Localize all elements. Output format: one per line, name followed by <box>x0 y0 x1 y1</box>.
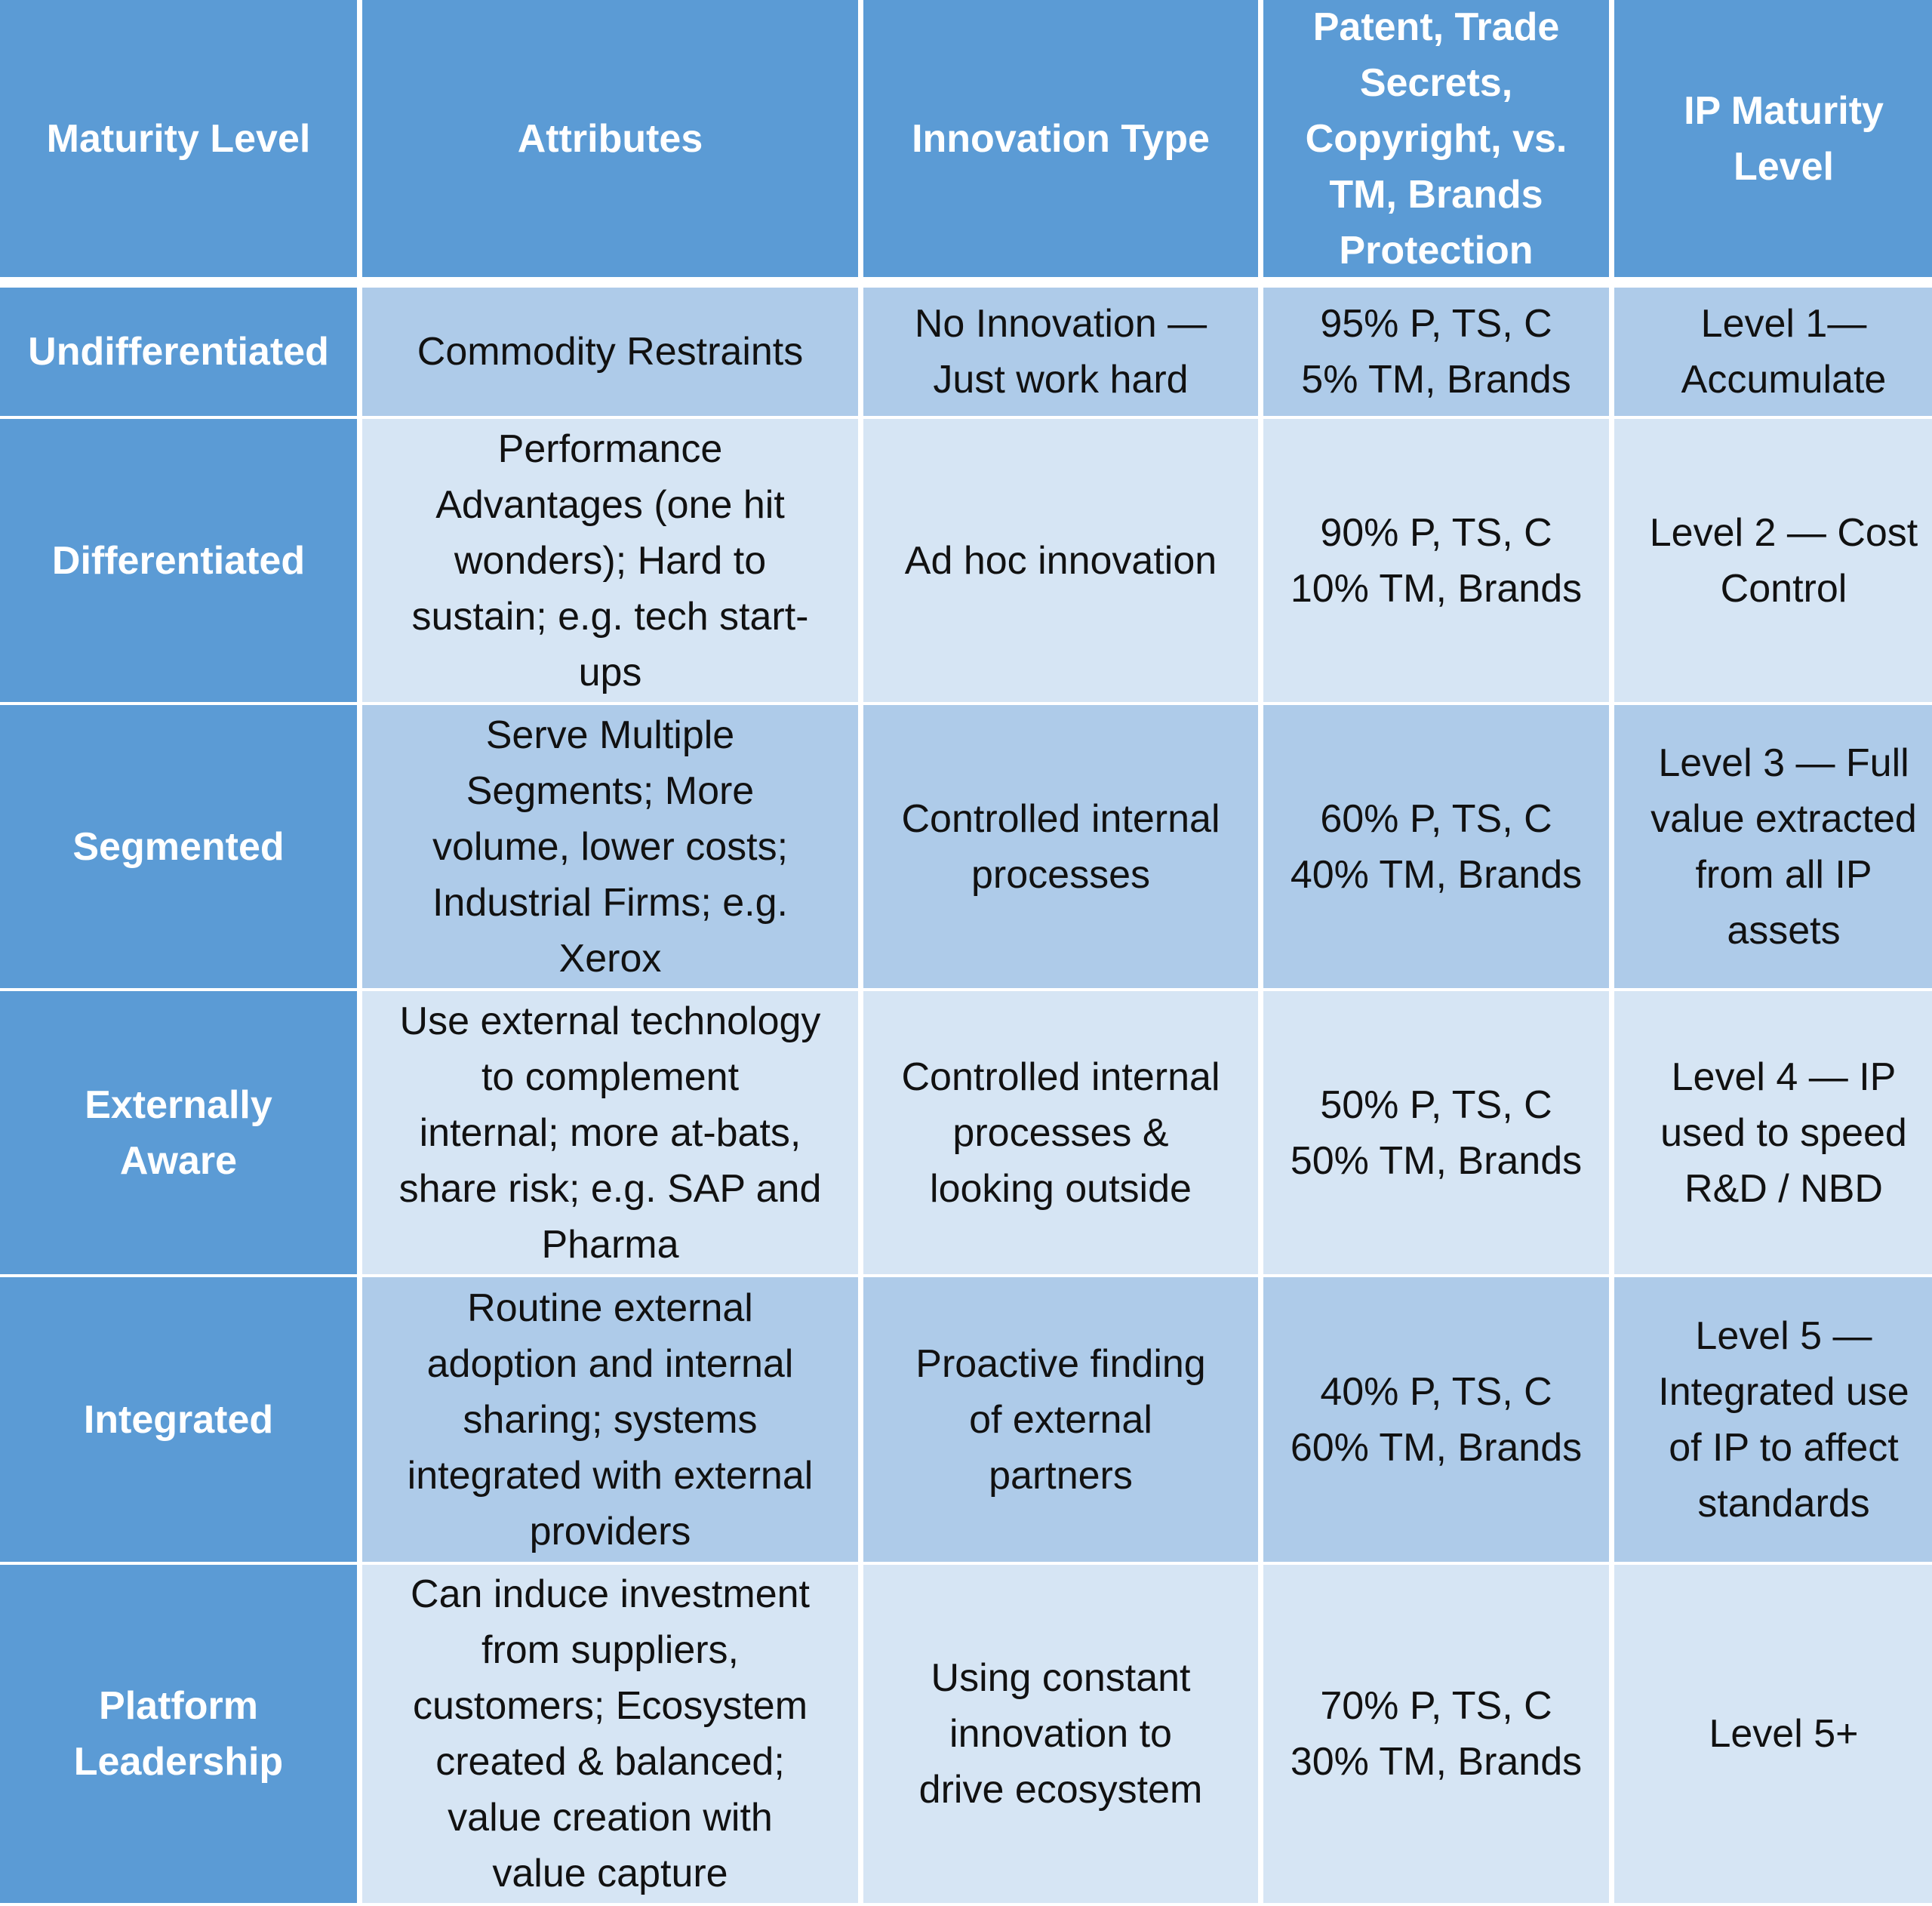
row-integrated-innovation: Proactive finding of external partners <box>863 1277 1258 1562</box>
row-segmented-protection: 60% P, TS, C 40% TM, Brands <box>1263 705 1609 988</box>
row-externally-aware-level: Externally Aware <box>0 991 357 1274</box>
row-externally-aware-protection: 50% P, TS, C 50% TM, Brands <box>1263 991 1609 1274</box>
row-undifferentiated-ip-level: Level 1— Accumulate <box>1614 288 1932 416</box>
row-externally-aware-ip-level: Level 4 — IP used to speed R&D / NBD <box>1614 991 1932 1274</box>
row-integrated-ip-level: Level 5 — Integrated use of IP to affect standards <box>1614 1277 1932 1562</box>
row-externally-aware-innovation: Controlled internal processes & looking outside <box>863 991 1258 1274</box>
header-attributes: Attributes <box>362 0 858 277</box>
row-segmented-ip-level: Level 3 — Full value extracted from all IP assets <box>1614 705 1932 988</box>
row-externally-aware-attributes: Use external technology to complement internal; more at-bats, share risk; e.g. SAP and Pharma <box>362 991 858 1274</box>
row-platform-leadership-protection: 70% P, TS, C 30% TM, Brands <box>1263 1565 1609 1903</box>
row-segmented-innovation: Controlled internal processes <box>863 705 1258 988</box>
row-platform-leadership-level: Platform Leadership <box>0 1565 357 1903</box>
row-platform-leadership-attributes: Can induce investment from suppliers, customers; Ecosystem created & balanced; value creation with value capture <box>362 1565 858 1903</box>
row-differentiated-attributes: Performance Advantages (one hit wonders); Hard to sustain; e.g. tech start- ups <box>362 419 858 702</box>
row-undifferentiated-level: Undifferentiated <box>0 288 357 416</box>
row-differentiated-innovation: Ad hoc innovation <box>863 419 1258 702</box>
row-differentiated-ip-level: Level 2 — Cost Control <box>1614 419 1932 702</box>
header-innovation-type: Innovation Type <box>863 0 1258 277</box>
row-undifferentiated-innovation: No Innovation — Just work hard <box>863 288 1258 416</box>
header-protection: Patent, Trade Secrets, Copyright, vs. TM, Brands Protection <box>1263 0 1609 277</box>
row-integrated-protection: 40% P, TS, C 60% TM, Brands <box>1263 1277 1609 1562</box>
header-ip-maturity-level: IP Maturity Level <box>1614 0 1932 277</box>
row-integrated-level: Integrated <box>0 1277 357 1562</box>
row-undifferentiated-protection: 95% P, TS, C 5% TM, Brands <box>1263 288 1609 416</box>
row-undifferentiated-attributes: Commodity Restraints <box>362 288 858 416</box>
row-segmented-level: Segmented <box>0 705 357 988</box>
row-platform-leadership-innovation: Using constant innovation to drive ecosystem <box>863 1565 1258 1903</box>
row-differentiated-protection: 90% P, TS, C 10% TM, Brands <box>1263 419 1609 702</box>
row-integrated-attributes: Routine external adoption and internal sharing; systems integrated with external providers <box>362 1277 858 1562</box>
header-maturity-level: Maturity Level <box>0 0 357 277</box>
row-segmented-attributes: Serve Multiple Segments; More volume, lower costs; Industrial Firms; e.g. Xerox <box>362 705 858 988</box>
row-differentiated-level: Differentiated <box>0 419 357 702</box>
row-platform-leadership-ip-level: Level 5+ <box>1614 1565 1932 1903</box>
